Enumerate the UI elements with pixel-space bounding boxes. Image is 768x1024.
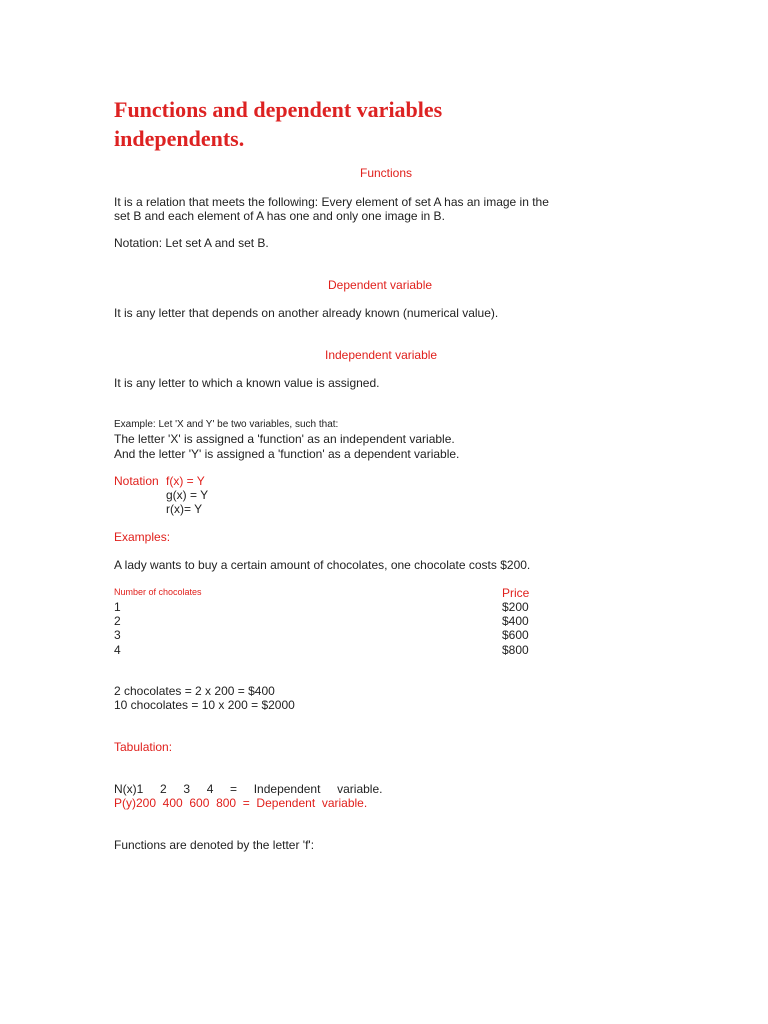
title-line-2: independents. xyxy=(114,126,245,151)
table-price: $200 xyxy=(502,600,529,614)
table-count: 3 xyxy=(114,628,121,642)
examples-heading: Examples: xyxy=(114,530,171,544)
closing-text: Functions are denoted by the letter 'f': xyxy=(114,838,315,852)
functions-definition xyxy=(114,195,574,223)
example-line-y: And the letter 'Y' is assigned a 'function' as a dependent variable. xyxy=(114,447,460,461)
notation-r: r(x)= Y xyxy=(166,502,203,516)
table-count: 4 xyxy=(114,643,121,657)
notation-f: f(x) = Y xyxy=(166,474,205,488)
title-line-1: Functions and dependent variables xyxy=(114,97,443,122)
document-title xyxy=(114,95,442,153)
calculation-line: 2 chocolates = 2 x 200 = $400 xyxy=(114,684,275,698)
table-price: $800 xyxy=(502,643,529,657)
functions-definition-line-1: It is a relation that meets the following: Every element of set A has an image in the xyxy=(114,195,549,209)
notation-label: Notation xyxy=(114,474,159,488)
table-header-count: Number of chocolates xyxy=(114,587,202,597)
chocolate-problem: A lady wants to buy a certain amount of chocolates, one chocolate costs $200. xyxy=(114,558,531,572)
dependent-variable-heading: Dependent variable xyxy=(328,278,433,292)
notation-g: g(x) = Y xyxy=(166,488,209,502)
example-intro: Example: Let 'X and Y' be two variables, such that: xyxy=(114,419,339,430)
table-count: 2 xyxy=(114,614,121,628)
tabulation-independent-row: N(x)1 2 3 4 = Independent variable. xyxy=(114,782,383,796)
example-line-x: The letter 'X' is assigned a 'function' as an independent variable. xyxy=(114,432,455,446)
notation-sets-text: Notation: Let set A and set B. xyxy=(114,236,269,250)
tabulation-heading: Tabulation: xyxy=(114,740,173,754)
tabulation-dependent-row: P(y)200 400 600 800 = Dependent variable. xyxy=(114,796,368,810)
dependent-variable-definition: It is any letter that depends on another already known (numerical value). xyxy=(114,306,499,320)
independent-variable-heading: Independent variable xyxy=(325,348,438,362)
functions-definition-line-2: set B and each element of A has one and only one image in B. xyxy=(114,209,445,223)
table-price: $600 xyxy=(502,628,529,642)
calculation-line: 10 chocolates = 10 x 200 = $2000 xyxy=(114,698,295,712)
functions-heading: Functions xyxy=(360,166,413,180)
table-header-price: Price xyxy=(502,586,530,600)
table-price: $400 xyxy=(502,614,529,628)
independent-variable-definition: It is any letter to which a known value is assigned. xyxy=(114,376,380,390)
table-count: 1 xyxy=(114,600,121,614)
